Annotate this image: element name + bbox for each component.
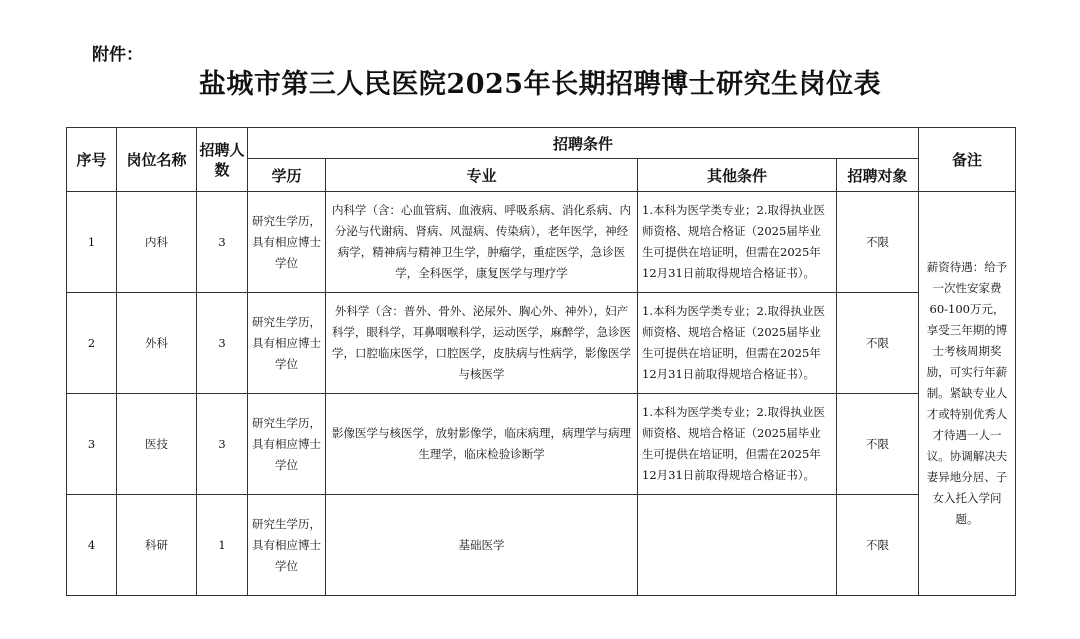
cell-count: 3 — [197, 394, 248, 495]
cell-remark: 薪资待遇：给予一次性安家费60-100万元，享受三年期的博士考核周期奖励，可实行年薪制。紧缺专业人才或特别优秀人才待遇一人一议。协调解决夫妻异地分居、子女入托入学问题。 — [919, 192, 1016, 596]
cell-count: 3 — [197, 293, 248, 394]
cell-other: 1.本科为医学类专业；2.取得执业医师资格、规培合格证（2025届毕业生可提供在培证明，但需在2025年12月31日前取得规培合格证书）。 — [638, 394, 837, 495]
cell-major: 基础医学 — [326, 495, 638, 596]
header-education: 学历 — [248, 159, 326, 192]
header-remark: 备注 — [919, 128, 1016, 192]
cell-position: 外科 — [117, 293, 197, 394]
header-major: 专业 — [326, 159, 638, 192]
cell-count: 3 — [197, 192, 248, 293]
cell-education: 研究生学历，具有相应博士学位 — [248, 495, 326, 596]
cell-education: 研究生学历，具有相应博士学位 — [248, 394, 326, 495]
cell-position: 科研 — [117, 495, 197, 596]
cell-target: 不限 — [837, 192, 919, 293]
cell-count: 1 — [197, 495, 248, 596]
header-other: 其他条件 — [638, 159, 837, 192]
page-title: 盐城市第三人民医院2025年长期招聘博士研究生岗位表 — [198, 69, 882, 100]
header-target: 招聘对象 — [837, 159, 919, 192]
cell-education: 研究生学历，具有相应博士学位 — [248, 192, 326, 293]
cell-major: 影像医学与核医学，放射影像学，临床病理，病理学与病理生理学，临床检验诊断学 — [326, 394, 638, 495]
cell-target: 不限 — [837, 394, 919, 495]
cell-seq: 1 — [67, 192, 117, 293]
header-count: 招聘人数 — [197, 128, 248, 192]
cell-seq: 4 — [67, 495, 117, 596]
cell-position: 内科 — [117, 192, 197, 293]
header-seq: 序号 — [67, 128, 117, 192]
header-conditions: 招聘条件 — [248, 128, 919, 159]
cell-position: 医技 — [117, 394, 197, 495]
cell-other: 1.本科为医学类专业；2.取得执业医师资格、规培合格证（2025届毕业生可提供在培证明，但需在2025年12月31日前取得规培合格证书）。 — [638, 192, 837, 293]
cell-other: 1.本科为医学类专业；2.取得执业医师资格、规培合格证（2025届毕业生可提供在培证明，但需在2025年12月31日前取得规培合格证书）。 — [638, 293, 837, 394]
attachment-label: 附件： — [92, 45, 143, 65]
cell-target: 不限 — [837, 495, 919, 596]
cell-other — [638, 495, 837, 596]
table-row — [67, 495, 1016, 596]
cell-major: 外科学（含：普外、骨外、泌尿外、胸心外、神外），妇产科学，眼科学，耳鼻咽喉科学，运动医学，麻醉学，急诊医学，口腔临床医学，口腔医学，皮肤病与性病学，影像医学与核医学 — [326, 293, 638, 394]
table-row — [67, 293, 1016, 394]
recruitment-table — [66, 127, 1016, 596]
table-row — [67, 192, 1016, 293]
cell-education: 研究生学历，具有相应博士学位 — [248, 293, 326, 394]
cell-target: 不限 — [837, 293, 919, 394]
cell-seq: 2 — [67, 293, 117, 394]
table-row — [67, 394, 1016, 495]
cell-seq: 3 — [67, 394, 117, 495]
cell-major: 内科学（含：心血管病、血液病、呼吸系病、消化系病、内分泌与代谢病、肾病、风湿病、传染病），老年医学，神经病学，精神病与精神卫生学，肿瘤学，重症医学，急诊医学，全科医学，康复医学与理疗学 — [326, 192, 638, 293]
header-position: 岗位名称 — [117, 128, 197, 192]
